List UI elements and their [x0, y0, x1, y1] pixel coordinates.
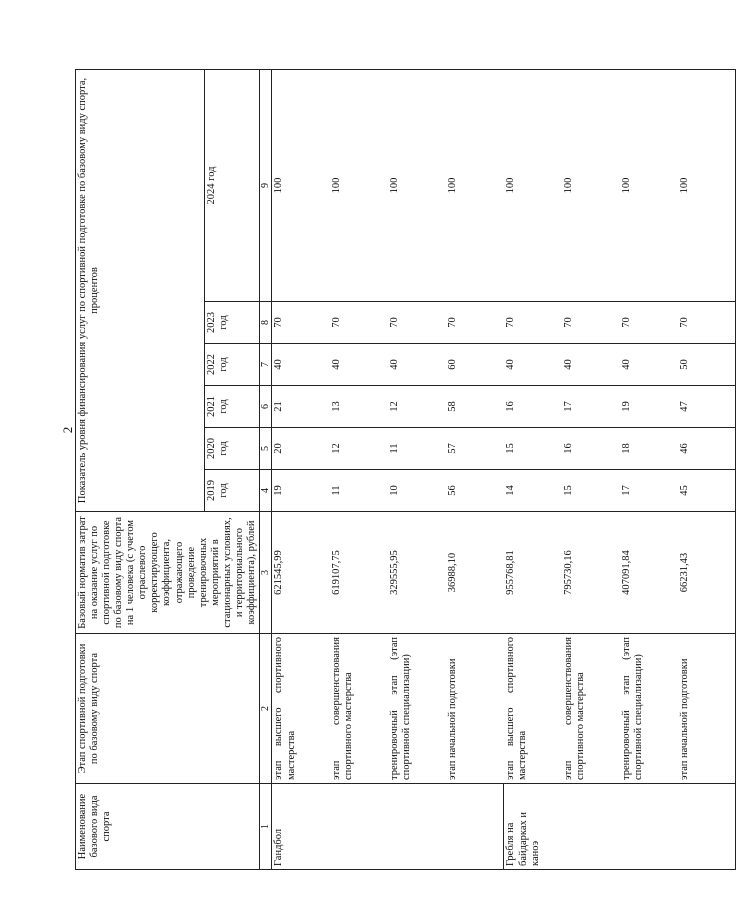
- table-row: [504, 69, 562, 869]
- cell-percent: 57: [446, 428, 504, 470]
- cell-sport: [446, 784, 504, 870]
- cell-sport: [620, 784, 678, 870]
- cell-percent: 12: [388, 386, 446, 428]
- header-stage: Этап спортивной подготовки по базовому виду спорта: [76, 634, 260, 784]
- cell-percent: 15: [504, 428, 562, 470]
- cell-percent: 47: [678, 386, 736, 428]
- column-number: 4: [259, 470, 272, 512]
- header-year: 2023 год: [204, 302, 259, 344]
- cell-percent: 70: [620, 302, 678, 344]
- cell-cost: 407091,84: [620, 512, 678, 634]
- cell-percent: 70: [504, 302, 562, 344]
- cell-stage: этап совершенствования спортивного мастерства: [330, 634, 388, 784]
- cell-percent: 40: [562, 344, 620, 386]
- cell-percent: 100: [620, 69, 678, 301]
- cell-cost: 621545,99: [272, 512, 330, 634]
- cell-stage: этап начальной подготовки: [678, 634, 736, 784]
- rotated-table-container: [75, 70, 690, 870]
- funding-table: [75, 69, 736, 870]
- cell-percent: 13: [330, 386, 388, 428]
- column-number: 3: [259, 512, 272, 634]
- cell-percent: 100: [330, 69, 388, 301]
- cell-percent: 40: [620, 344, 678, 386]
- column-number: 8: [259, 302, 272, 344]
- cell-percent: 11: [330, 470, 388, 512]
- cell-percent: 45: [678, 470, 736, 512]
- cell-percent: 10: [388, 470, 446, 512]
- cell-sport: [330, 784, 388, 870]
- cell-sport: Гребля на байдарках и каноэ: [504, 784, 562, 870]
- cell-percent: 14: [504, 470, 562, 512]
- cell-percent: 19: [620, 386, 678, 428]
- cell-percent: 58: [446, 386, 504, 428]
- cell-percent: 60: [446, 344, 504, 386]
- cell-percent: 100: [504, 69, 562, 301]
- cell-cost: 955768,81: [504, 512, 562, 634]
- cell-percent: 15: [562, 470, 620, 512]
- cell-percent: 70: [562, 302, 620, 344]
- cell-stage: тренировочный этап (этап спортивной специализации): [620, 634, 678, 784]
- cell-percent: 16: [504, 386, 562, 428]
- header-year: 2022 год: [204, 344, 259, 386]
- cell-percent: 40: [388, 344, 446, 386]
- cell-stage: этап совершенствования спортивного мастерства: [562, 634, 620, 784]
- cell-percent: 11: [388, 428, 446, 470]
- cell-stage: этап высшего спортивного мастерства: [272, 634, 330, 784]
- cell-percent: 70: [330, 302, 388, 344]
- column-number: 2: [259, 634, 272, 784]
- table-row: [272, 69, 330, 869]
- column-number: 6: [259, 386, 272, 428]
- cell-stage: тренировочный этап (этап спортивной специализации): [388, 634, 446, 784]
- table-row: [678, 69, 736, 869]
- cell-percent: 100: [678, 69, 736, 301]
- cell-percent: 17: [562, 386, 620, 428]
- cell-percent: 70: [388, 302, 446, 344]
- cell-percent: 70: [678, 302, 736, 344]
- table-row: [388, 69, 446, 869]
- cell-percent: 40: [272, 344, 330, 386]
- cell-percent: 50: [678, 344, 736, 386]
- cell-percent: 70: [272, 302, 330, 344]
- cell-percent: 21: [272, 386, 330, 428]
- cell-percent: 16: [562, 428, 620, 470]
- cell-cost: 795730,16: [562, 512, 620, 634]
- column-number: 5: [259, 428, 272, 470]
- cell-sport: Гандбол: [272, 784, 330, 870]
- table-row: [562, 69, 620, 869]
- cell-cost: 66231,43: [678, 512, 736, 634]
- table-row: [620, 69, 678, 869]
- cell-sport: [388, 784, 446, 870]
- cell-percent: 100: [272, 69, 330, 301]
- cell-cost: 619107,75: [330, 512, 388, 634]
- cell-percent: 56: [446, 470, 504, 512]
- cell-cost: 36988,10: [446, 512, 504, 634]
- header-year: 2024 год: [204, 69, 259, 301]
- header-cost: Базовый норматив затрат на оказание услуг по спортивной подготовке по базовому виду спорта на 1 человека (с учетом отраслевого корректирующего коэффициента, отражающего проведение тренировочных мероприятий в стационарных условиях, и территориального коэффициента), рублей: [76, 512, 260, 634]
- cell-percent: 100: [388, 69, 446, 301]
- table-row: [330, 69, 388, 869]
- cell-percent: 100: [562, 69, 620, 301]
- cell-sport: [562, 784, 620, 870]
- table-row: [446, 69, 504, 869]
- column-number: 9: [259, 69, 272, 301]
- cell-percent: 100: [446, 69, 504, 301]
- cell-percent: 18: [620, 428, 678, 470]
- column-number: 7: [259, 344, 272, 386]
- cell-percent: 20: [272, 428, 330, 470]
- cell-percent: 46: [678, 428, 736, 470]
- cell-percent: 17: [620, 470, 678, 512]
- cell-stage: этап начальной подготовки: [446, 634, 504, 784]
- header-year: 2019 год: [204, 470, 259, 512]
- cell-percent: 19: [272, 470, 330, 512]
- cell-stage: этап высшего спортивного мастерства: [504, 634, 562, 784]
- cell-percent: 40: [330, 344, 388, 386]
- cell-percent: 40: [504, 344, 562, 386]
- column-number: 1: [259, 784, 272, 870]
- cell-percent: 70: [446, 302, 504, 344]
- cell-cost: 329555,95: [388, 512, 446, 634]
- header-year: 2021 год: [204, 386, 259, 428]
- header-sport: Наименование базового вида спорта: [76, 784, 260, 870]
- page-number: 2: [60, 426, 75, 434]
- header-year: 2020 год: [204, 428, 259, 470]
- cell-percent: 12: [330, 428, 388, 470]
- cell-sport: [678, 784, 736, 870]
- header-indicator: Показатель уровня финансирования услуг по спортивной подготовке по базовому виду спорта, процентов: [76, 69, 205, 511]
